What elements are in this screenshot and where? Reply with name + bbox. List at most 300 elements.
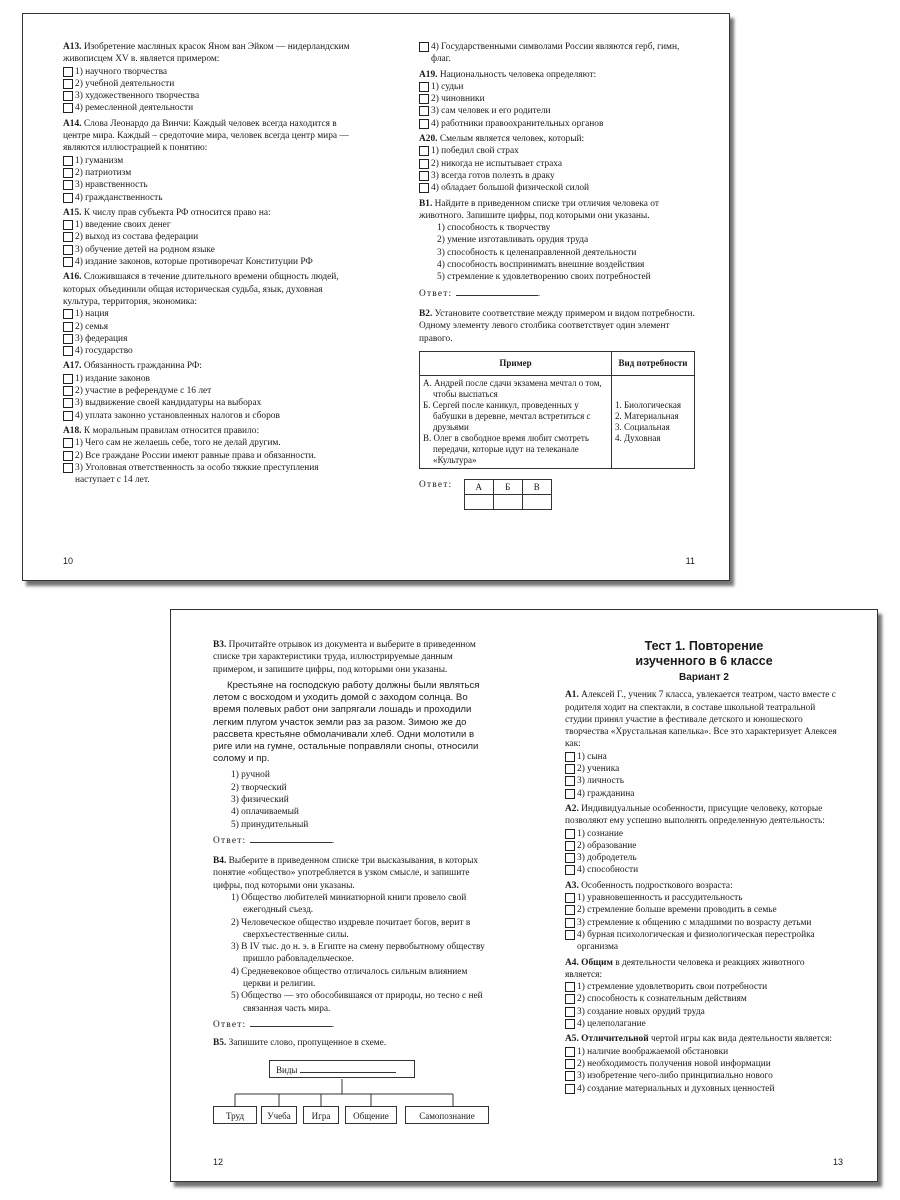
- answer-grid-header: В: [523, 479, 552, 494]
- option-row[interactable]: [63, 167, 359, 179]
- answer-checkbox[interactable]: [565, 865, 575, 875]
- test-title: [565, 639, 843, 669]
- answer-grid-header: Б: [494, 479, 523, 494]
- page-12: [171, 610, 525, 1181]
- question-text: Индивидуальные особенности, присущие человеку, которые позволяют ему успешно выполнять определенную деятельность:: [565, 803, 825, 827]
- page-number: 12: [213, 1157, 224, 1167]
- question-b5: [213, 1037, 489, 1127]
- answer-blank[interactable]: [250, 835, 332, 843]
- answer-checkbox[interactable]: [565, 853, 575, 863]
- list-item: 1) Общество любителей миниатюрной книги провело свой ежегодный съезд.: [231, 892, 467, 916]
- option-row[interactable]: [565, 917, 843, 929]
- answer-checkbox[interactable]: [419, 146, 429, 156]
- answer-blank[interactable]: [250, 1019, 332, 1027]
- question-text: Найдите в приведенном списке три отличия человека от животного. Запишите цифры, под которыми они указаны.: [419, 198, 659, 221]
- question-number: В2.: [419, 308, 433, 319]
- answer-checkbox[interactable]: [565, 918, 575, 928]
- test-title-line: изученного в 6 классе: [635, 654, 773, 668]
- option-row[interactable]: [565, 840, 843, 852]
- option-row[interactable]: [63, 155, 359, 167]
- list-item: 2) творческий: [231, 782, 287, 793]
- option-text: 3) Уголовная ответственность за особо тяжкие преступления наступает с 14 лет.: [75, 462, 319, 486]
- option-text: 3) сам человек и его родители: [431, 106, 551, 117]
- answer-label: Ответ:: [213, 835, 247, 846]
- page-13-content: [565, 639, 843, 1098]
- answer-checkbox[interactable]: [63, 156, 73, 166]
- option-row[interactable]: [63, 231, 359, 243]
- option-text: 1) судьи: [431, 81, 464, 92]
- option-row[interactable]: [63, 410, 359, 422]
- option-row[interactable]: [565, 993, 843, 1005]
- option-row[interactable]: [63, 345, 359, 357]
- option-text: 4) способности: [577, 865, 639, 876]
- question-block: [63, 271, 359, 357]
- question-number: А18.: [63, 425, 82, 436]
- list-item: 2) Человеческое общество издревле почитает богов, верит в сверхъестественные силы.: [231, 917, 471, 940]
- answer-checkbox[interactable]: [565, 1047, 575, 1057]
- option-text: 3) добродетель: [577, 853, 637, 864]
- matching-table: [419, 351, 695, 469]
- option-row[interactable]: [63, 90, 359, 102]
- option-row[interactable]: [565, 852, 843, 864]
- answer-checkbox[interactable]: [565, 982, 575, 992]
- question-number: А14.: [63, 118, 82, 129]
- question-text: Национальность человека определяют:: [439, 69, 597, 80]
- question-number: А2.: [565, 803, 579, 814]
- page-13: [525, 610, 879, 1181]
- question-b2: [419, 308, 695, 510]
- answer-checkbox[interactable]: [565, 905, 575, 915]
- answer-label: Ответ:: [213, 1019, 247, 1030]
- answer-checkbox[interactable]: [63, 463, 73, 473]
- question-header: [63, 118, 359, 155]
- answer-grid: [464, 479, 552, 510]
- question-block: [565, 957, 843, 1031]
- question-header: [63, 360, 359, 372]
- option-row[interactable]: [419, 81, 695, 93]
- list-item: 5) Общество — это обособившаяся от природы, но тесно с ней связанная часть мира.: [231, 991, 483, 1014]
- option-text: 2) стремление больше времени проводить в семье: [577, 905, 777, 916]
- answer-checkbox[interactable]: [63, 168, 73, 178]
- question-text: Слова Леонардо да Винчи: Каждый человек всегда находится в центре мира. Каждый – средоточие мира, человек всегда центр мира — являются иллюстрацией к понятию:: [63, 118, 349, 154]
- example-item: Б. Сергей после каникул, проведенных у бабушки в деревне, мечтал встретиться с друзьями: [423, 399, 591, 432]
- question-number: А16.: [63, 272, 82, 283]
- answer-checkbox[interactable]: [565, 776, 575, 786]
- scheme-top-label: Виды: [276, 1064, 298, 1075]
- answer-checkbox[interactable]: [565, 1019, 575, 1029]
- question-header: [419, 69, 695, 81]
- option-row[interactable]: [565, 1006, 843, 1018]
- question-text: К числу прав субъекта РФ относится право на:: [83, 207, 271, 218]
- answer-checkbox[interactable]: [63, 411, 73, 421]
- question-header: [63, 271, 359, 308]
- answer-grid-cell[interactable]: [523, 494, 552, 509]
- option-text: 3) выдвижение своей кандидатуры на выборах: [75, 398, 262, 409]
- option-row[interactable]: [565, 775, 843, 787]
- scheme-top-box: [269, 1060, 415, 1078]
- examples-cell: [420, 375, 612, 468]
- option-text: 1) гуманизм: [75, 155, 124, 166]
- option-row[interactable]: [63, 373, 359, 385]
- question-block: [565, 689, 843, 800]
- option-row[interactable]: [565, 892, 843, 904]
- answer-field[interactable]: Ответ: .: [419, 288, 542, 299]
- option-text: 4) работники правоохранительных органов: [431, 118, 604, 129]
- question-header: [419, 133, 695, 145]
- option-row[interactable]: [63, 219, 359, 231]
- answer-checkbox[interactable]: [63, 180, 73, 190]
- list-item: 3) физический: [231, 794, 289, 805]
- answer-field[interactable]: Ответ: .: [213, 835, 336, 846]
- variant-label: Вариант 2: [679, 672, 729, 683]
- option-row[interactable]: [419, 118, 695, 130]
- question-text: Обязанность гражданина РФ:: [83, 361, 202, 372]
- answer-checkbox[interactable]: [63, 309, 73, 319]
- question-list: [419, 69, 695, 195]
- question-list: [565, 689, 843, 1095]
- question-emphasis: Общим: [581, 957, 613, 968]
- option-row[interactable]: [565, 904, 843, 916]
- page-11-content: [419, 41, 695, 513]
- question-text: Изобретение масляных красок Яном ван Эйком — нидерландским живописцем XV в. является примером:: [63, 42, 350, 65]
- page-12-content: [213, 639, 489, 1131]
- numbered-list: [213, 892, 489, 1015]
- scheme-leaf: Игра: [303, 1106, 339, 1124]
- question-number: А20.: [419, 134, 438, 145]
- answer-label: Ответ:: [419, 288, 453, 299]
- question-header: [63, 207, 359, 219]
- answer-grid-row: [419, 479, 695, 510]
- answer-checkbox[interactable]: [419, 82, 429, 92]
- option-text: 3) нравственность: [75, 180, 148, 191]
- answer-grid-cell[interactable]: [494, 494, 523, 509]
- question-header: [565, 957, 843, 982]
- option-row[interactable]: [565, 1058, 843, 1070]
- question-header: [63, 425, 359, 437]
- list-item: 4) способность воспринимать внешние воздействия: [437, 260, 645, 271]
- option-row[interactable]: [565, 828, 843, 840]
- question-text: Алексей Г., ученик 7 класса, увлекается театром, часто вместе с родителя ходит на спектакли, в составе школьной театральной студии принял участие в фестивале детского и юношеского творчества «Хрустальная капелька». Все это характеризует Алексея как:: [565, 690, 837, 750]
- option-row[interactable]: [419, 170, 695, 182]
- option-text: 4) бурная психологическая и физиологическая перестройка организма: [577, 929, 815, 953]
- option-text: 1) уравновешенность и рассудительность: [577, 893, 743, 904]
- page-number: 11: [685, 556, 695, 566]
- answer-checkbox[interactable]: [63, 334, 73, 344]
- answer-checkbox[interactable]: [419, 171, 429, 181]
- option-text: 4) Государственными символами России являются герб, гимн, флаг.: [431, 42, 680, 65]
- option-text: 2) образование: [577, 840, 637, 851]
- answer-checkbox[interactable]: [63, 438, 73, 448]
- option-text: 2) семья: [75, 321, 109, 332]
- page-10-content: [63, 41, 359, 489]
- answer-checkbox[interactable]: [63, 257, 73, 267]
- option-text: 4) уплата законно установленных налогов и сборов: [75, 410, 280, 421]
- question-block: [565, 803, 843, 877]
- scheme-leaf: Общение: [345, 1106, 397, 1124]
- answer-checkbox[interactable]: [565, 789, 575, 799]
- test-title-line: Тест 1. Повторение: [644, 639, 764, 653]
- option-row[interactable]: [565, 1018, 843, 1030]
- answer-checkbox[interactable]: [63, 322, 73, 332]
- list-item: 1) способность к творчеству: [437, 223, 551, 234]
- option-row[interactable]: [63, 102, 359, 114]
- list-item: 5) стремление к удовлетворению своих потребностей: [437, 272, 651, 283]
- question-number: В4.: [213, 856, 227, 867]
- question-number: А13.: [63, 42, 82, 52]
- question-number: А4.: [565, 957, 579, 968]
- option-row[interactable]: [63, 462, 359, 487]
- answer-checkbox[interactable]: [565, 829, 575, 839]
- option-row[interactable]: [419, 145, 695, 157]
- question-number: А5.: [565, 1034, 579, 1045]
- question-block: [63, 118, 359, 204]
- question-number: А17.: [63, 361, 82, 372]
- option-text: 4) обладает большой физической силой: [431, 183, 590, 194]
- answer-checkbox[interactable]: [63, 346, 73, 356]
- question-number: В1.: [419, 198, 433, 209]
- question-block: [63, 207, 359, 268]
- question-b1: [419, 198, 695, 300]
- scheme-blank[interactable]: [300, 1065, 396, 1073]
- option-text: 4) ремесленной деятельности: [75, 103, 194, 114]
- list-item: 2) умение изготавливать орудия труда: [437, 235, 589, 246]
- option-text: 2) патриотизм: [75, 167, 132, 178]
- option-row[interactable]: [419, 41, 695, 66]
- list-item: 3) В IV тыс. до н. э. в Египте на смену первобытному обществу пришло рабовладельческое.: [231, 942, 485, 965]
- question-text: Установите соответствие между примером и видом потребности. Одному элементу левого столбика соответствует один элемент правого.: [419, 308, 695, 344]
- option-text: 2) необходимость получения новой информации: [577, 1058, 771, 1069]
- answer-checkbox[interactable]: [565, 752, 575, 762]
- answer-checkbox[interactable]: [63, 374, 73, 384]
- question-emphasis: Отличительной: [581, 1034, 649, 1045]
- question-number: А3.: [565, 880, 579, 891]
- option-row[interactable]: [565, 1083, 843, 1095]
- answer-checkbox[interactable]: [63, 398, 73, 408]
- option-text: 1) стремление удовлетворить свои потребности: [577, 982, 768, 993]
- answer-blank[interactable]: [456, 288, 538, 296]
- page-number: 10: [63, 556, 74, 566]
- option-text: 1) научного творчества: [75, 66, 168, 77]
- question-b4: [213, 855, 489, 1031]
- answer-checkbox[interactable]: [565, 1084, 575, 1094]
- answer-checkbox[interactable]: [63, 193, 73, 203]
- answer-checkbox[interactable]: [63, 103, 73, 113]
- option-row[interactable]: [63, 321, 359, 333]
- option-row[interactable]: [63, 333, 359, 345]
- answer-field[interactable]: Ответ: .: [213, 1019, 336, 1030]
- answer-checkbox[interactable]: [63, 220, 73, 230]
- question-text: Выберите в приведенном списке три высказывания, в которых понятие «общество» употребляется в узком смысле, и запишите цифры, под которыми они указаны.: [213, 856, 479, 891]
- question-text: Особенность подросткового возраста:: [581, 880, 733, 891]
- option-row[interactable]: [419, 93, 695, 105]
- scheme-leaf: Самопознание: [405, 1106, 489, 1124]
- option-row[interactable]: [565, 751, 843, 763]
- book-spread-bottom: [170, 609, 878, 1182]
- option-text: 1) издание законов: [75, 373, 150, 384]
- list-item: 4) оплачиваемый: [231, 807, 299, 818]
- option-row[interactable]: [63, 244, 359, 256]
- option-row[interactable]: [565, 929, 843, 954]
- option-row[interactable]: [63, 256, 359, 268]
- column-header-example: Пример: [420, 351, 612, 375]
- answer-checkbox[interactable]: [419, 159, 429, 169]
- answer-grid-cell[interactable]: [465, 494, 494, 509]
- option-text: 1) сына: [577, 751, 607, 762]
- question-header: [63, 41, 359, 66]
- answer-checkbox[interactable]: [565, 764, 575, 774]
- need-type-item: 2. Материальная: [615, 410, 679, 421]
- question-text: Запишите слово, пропущенное в схеме.: [228, 1038, 387, 1049]
- option-text: 3) обучение детей на родном языке: [75, 244, 215, 255]
- option-text: 2) чиновники: [431, 94, 485, 105]
- option-text: 4) государство: [75, 346, 133, 357]
- answer-checkbox[interactable]: [63, 232, 73, 242]
- option-text: 3) всегда готов полезть в драку: [431, 170, 555, 181]
- option-text: 1) введение своих денег: [75, 220, 171, 231]
- answer-checkbox[interactable]: [63, 67, 73, 77]
- page-10: [23, 14, 377, 580]
- example-item: А. Андрей после сдачи экзамена мечтал о том, чтобы выспаться: [423, 377, 602, 399]
- option-row[interactable]: [419, 182, 695, 194]
- need-type-item: 1. Биологическая: [615, 399, 681, 410]
- option-text: 1) сознание: [577, 828, 624, 839]
- answer-checkbox[interactable]: [565, 1059, 575, 1069]
- answer-label: Ответ:: [419, 479, 453, 490]
- option-row[interactable]: [63, 66, 359, 78]
- question-header: [565, 803, 843, 828]
- answer-checkbox[interactable]: [419, 183, 429, 193]
- option-row[interactable]: [63, 437, 359, 449]
- answer-checkbox[interactable]: [63, 91, 73, 101]
- need-type-item: 4. Духовная: [615, 432, 661, 443]
- question-header: [565, 689, 843, 750]
- option-text: 2) Все граждане России имеют равные права и обязанности.: [75, 450, 316, 461]
- question-b3: [213, 639, 489, 847]
- answer-checkbox[interactable]: [63, 386, 73, 396]
- question-header: [565, 1033, 843, 1045]
- question-block: [565, 1033, 843, 1094]
- answer-checkbox[interactable]: [565, 930, 575, 940]
- example-item: В. Олег в свободное время любит смотреть передачи, которые идут на телеканале «Культура»: [423, 432, 589, 465]
- scheme-diagram: [213, 1056, 489, 1128]
- option-row[interactable]: [63, 385, 359, 397]
- answer-checkbox[interactable]: [565, 893, 575, 903]
- answer-checkbox[interactable]: [63, 451, 73, 461]
- question-number: А1.: [565, 690, 579, 701]
- answer-grid-header: А: [465, 479, 494, 494]
- option-text: 2) выход из состава федерации: [75, 232, 199, 243]
- answer-checkbox[interactable]: [419, 106, 429, 116]
- question-block: [565, 880, 843, 954]
- option-text: 2) никогда не испытывает страха: [431, 158, 563, 169]
- option-text: 3) художественного творчества: [75, 91, 200, 102]
- question-block: [63, 425, 359, 486]
- numbered-list: [213, 769, 489, 830]
- option-row[interactable]: [565, 864, 843, 876]
- book-spread-top: [22, 13, 730, 581]
- option-row[interactable]: [565, 763, 843, 775]
- answer-checkbox[interactable]: [565, 841, 575, 851]
- option-text: 4) гражданина: [577, 788, 635, 799]
- option-row[interactable]: [63, 192, 359, 204]
- question-number: А15.: [63, 207, 82, 218]
- list-item: 5) принудительный: [231, 819, 309, 830]
- option-text: 1) победил свой страх: [431, 146, 519, 157]
- option-text: 2) способность к сознательным действиям: [577, 994, 747, 1005]
- option-text: 4) создание материальных и духовных ценностей: [577, 1083, 775, 1094]
- question-block: [63, 360, 359, 421]
- page-11: [377, 14, 731, 580]
- option-row[interactable]: [419, 158, 695, 170]
- scheme-leaf: Труд: [213, 1106, 257, 1124]
- option-text: 3) федерация: [75, 333, 128, 344]
- question-number: В3.: [213, 640, 227, 650]
- answer-checkbox[interactable]: [419, 42, 429, 52]
- question-text: Смелым является человек, который:: [439, 134, 585, 145]
- answer-checkbox[interactable]: [63, 79, 73, 89]
- page-number: 13: [832, 1157, 843, 1167]
- answer-checkbox[interactable]: [565, 994, 575, 1004]
- question-text: в деятельности человека и реакциях животного является:: [565, 957, 805, 980]
- question-number: А19.: [419, 69, 438, 80]
- option-text: 3) создание новых орудий труда: [577, 1006, 705, 1017]
- option-row[interactable]: [565, 1070, 843, 1082]
- answer-checkbox[interactable]: [419, 119, 429, 129]
- option-row[interactable]: [63, 397, 359, 409]
- question-number: В5.: [213, 1038, 227, 1049]
- option-row[interactable]: [63, 450, 359, 462]
- need-type-item: 3. Социальная: [615, 421, 670, 432]
- list-item: 3) способность к целенаправленной деятельности: [437, 247, 637, 258]
- question-header: [565, 880, 843, 892]
- option-row[interactable]: [565, 1046, 843, 1058]
- option-row[interactable]: [63, 179, 359, 191]
- option-text: 1) нация: [75, 309, 109, 320]
- option-row[interactable]: [63, 78, 359, 90]
- option-text: 4) гражданственность: [75, 192, 163, 203]
- option-row[interactable]: [565, 788, 843, 800]
- document-excerpt: Крестьяне на господскую работу должны были являться летом с восходом и уходить домой с заходом солнца. Во время полевых работ они запрягали лошадь и проходили легким плугом участок земли раз за разом. Зимою же до рассвета крестьяне обмолачивали хлеб. Одни молотили в риге или на гумне, остальные поправляли снопы, относили солому и пр.: [213, 679, 480, 765]
- list-item: 1) ручной: [231, 770, 270, 781]
- option-text: 4) целеполагание: [577, 1019, 646, 1030]
- question-text: Прочитайте отрывок из документа и выберите в приведенном списке три характеристики труда, иллюстрируемые данным примером, и запишите цифры, под которыми они указаны.: [213, 640, 476, 675]
- question-text: Сложившаяся в течение длительного времени общность людей, которых объединили общая историческая судьба, язык, духовная культура, территория, экономика:: [63, 272, 339, 307]
- column-header-type: Вид потребности: [612, 351, 695, 375]
- option-text: 4) издание законов, которые противоречат Конституции РФ: [75, 257, 313, 268]
- answer-checkbox[interactable]: [565, 1007, 575, 1017]
- question-block: [419, 133, 695, 194]
- answer-checkbox[interactable]: [419, 94, 429, 104]
- option-text: 2) учебной деятельности: [75, 78, 175, 89]
- numbered-list: [419, 222, 695, 283]
- scheme-leaf: Учеба: [261, 1106, 297, 1124]
- answer-checkbox[interactable]: [565, 1071, 575, 1081]
- question-block: [419, 69, 695, 130]
- option-text: 3) изобретение чего-либо принципиально нового: [577, 1071, 773, 1082]
- option-text: 2) ученика: [577, 764, 620, 775]
- option-row[interactable]: [63, 308, 359, 320]
- option-text: 1) наличие воображаемой обстановки: [577, 1046, 729, 1057]
- question-block: [63, 41, 359, 115]
- answer-checkbox[interactable]: [63, 245, 73, 255]
- list-item: 4) Средневековое общество отличалось сильным влиянием церкви и религии.: [231, 966, 468, 990]
- option-text: 3) стремление к общению с младшими по возрасту детьми: [577, 917, 812, 928]
- option-row[interactable]: [565, 981, 843, 993]
- option-text: 2) участие в референдуме с 16 лет: [75, 386, 212, 397]
- option-row[interactable]: [419, 105, 695, 117]
- question-text: К моральным правилам относится правило:: [83, 425, 260, 436]
- question-text: чертой игры как вида деятельности является:: [651, 1034, 832, 1045]
